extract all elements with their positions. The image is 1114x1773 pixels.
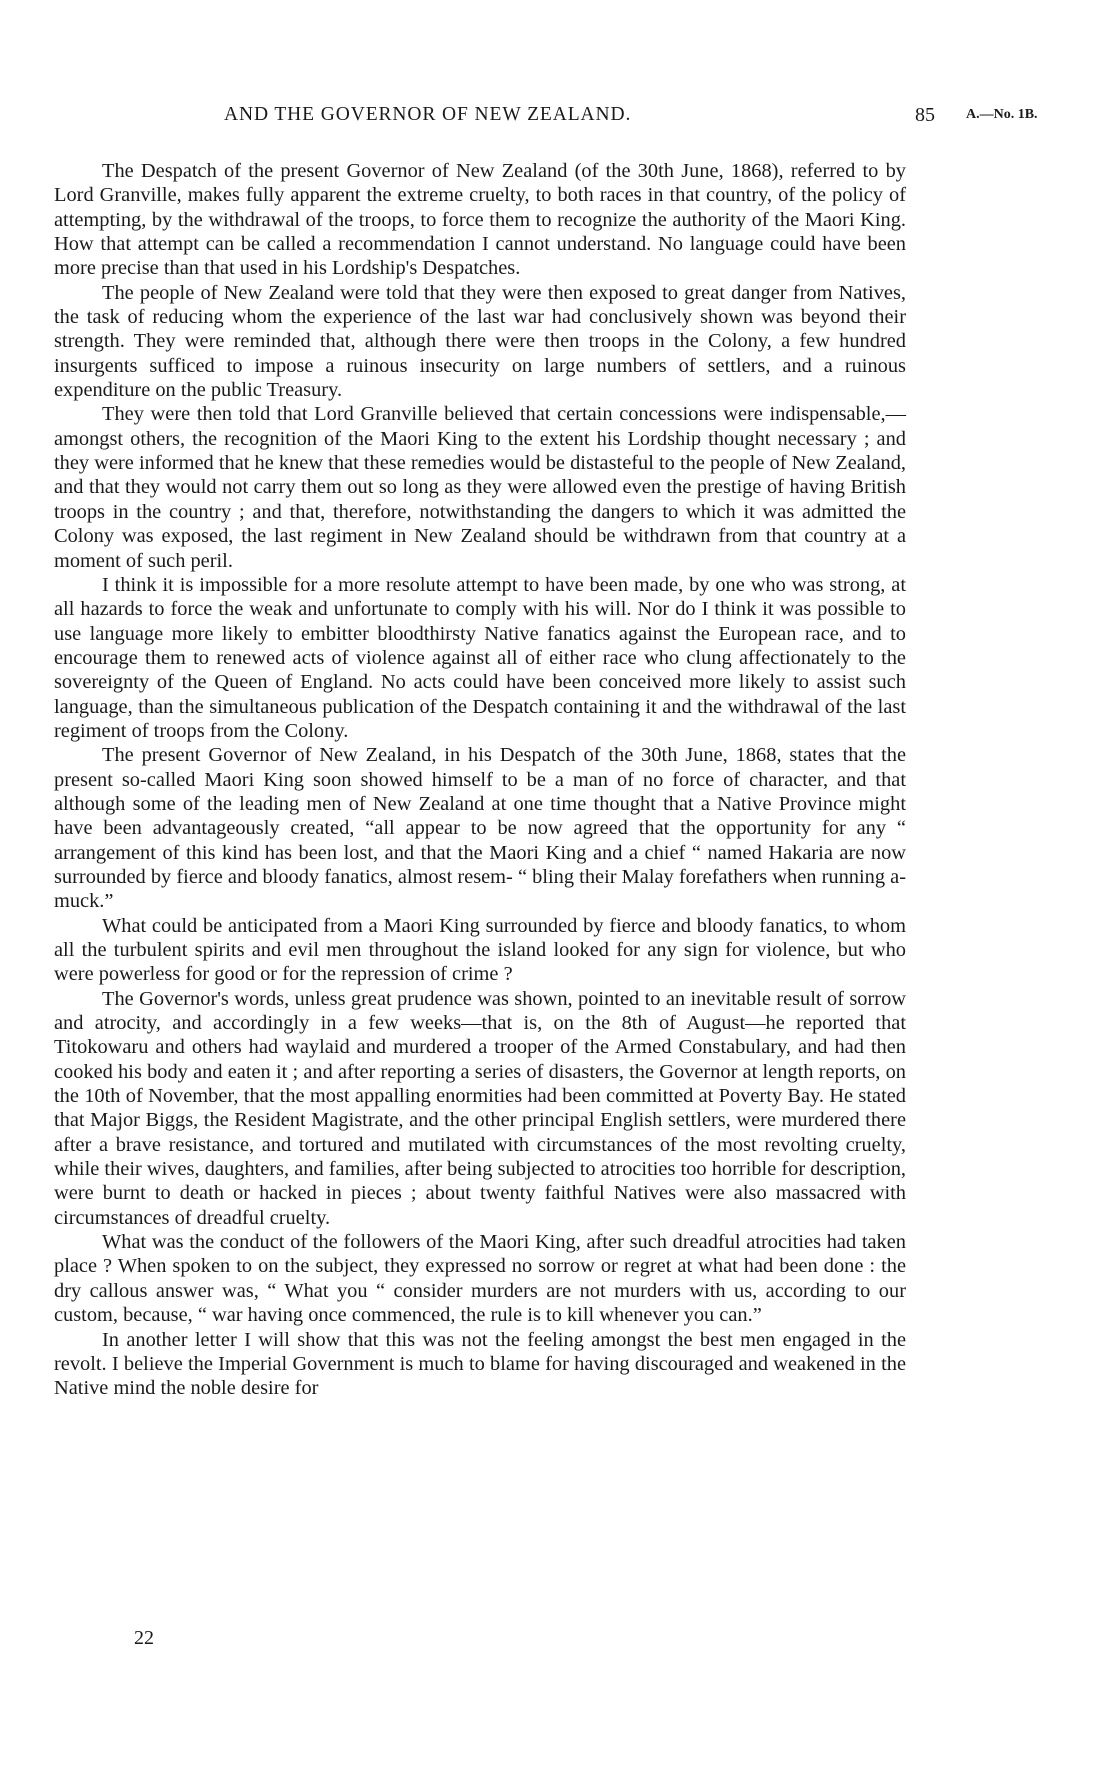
paragraph: What was the conduct of the followers of the Maori King, after such dreadful atrocities had taken place ? When spoken to on the subject, they expressed no sorrow or regret at what had been done : the dry callous answer was, “ What you “ consider murders are not murders with us, according to our custom, because, “ war having once commenced, the rule is to kill whenever you can.” — [54, 1231, 906, 1327]
signature-mark: 22 — [134, 1627, 154, 1649]
paragraph: The Governor's words, unless great prudence was shown, pointed to an inevitable result of sorrow and atrocity, and accordingly in a few weeks—that is, on the 8th of August—he reported that Titokowaru and others had waylaid and murdered a trooper of the Armed Constabulary, and had then cooked his body and eaten it ; and after reporting a series of disasters, the Governor at length reports, on the 10th of November, that the most appalling enormities had been committed at Poverty Bay. He stated that Major Biggs, the Resident Magistrate, and the other principal English settlers, were murdered there after a brave resistance, and tortured and mutilated with circumstances of the most revolting cruelty, while their wives, daughters, and families, after being subjected to atrocities too horrible for description, were burnt to death or hacked in pieces ; about twenty faithful Natives were also massacred with circumstances of dreadful cruelty. — [54, 987, 906, 1229]
paragraph: In another letter I will show that this was not the feeling amongst the best men engaged in the revolt. I believe the Imperial Government is much to blame for having discouraged and weakened in the Native mind the noble desire for — [54, 1328, 906, 1400]
page-header — [0, 104, 1114, 134]
body-text — [54, 159, 906, 1401]
page-number: 85 — [915, 104, 935, 126]
running-head: AND THE GOVERNOR OF NEW ZEALAND. — [224, 104, 632, 125]
paragraph: What could be anticipated from a Maori King surrounded by fierce and bloody fanatics, to whom all the turbulent spirits and evil men throughout the island looked for any sign for violence, but who were powerless for good or for the repression of crime ? — [54, 914, 906, 986]
paragraph: The people of New Zealand were told that they were then exposed to great danger from Natives, the task of reducing whom the experience of the last war had conclusively shown was beyond their strength. They were reminded that, although there were then troops in the Colony, a few hundred insurgents sufficed to impose a ruinous insecurity on large numbers of settlers, and a ruinous expenditure on the public Treasury. — [54, 281, 906, 402]
paragraph: The Despatch of the present Governor of New Zealand (of the 30th June, 1868), referred to by Lord Granville, makes fully apparent the extreme cruelty, to both races in that country, of the policy of attempting, by the withdrawal of the troops, to force them to recognize the authority of the Maori King. How that attempt can be called a recommendation I cannot understand. No language could have been more precise than that used in his Lordship's Despatches. — [54, 160, 906, 280]
paragraph: The present Governor of New Zealand, in his Despatch of the 30th June, 1868, states that the present so-called Maori King soon showed himself to be a man of no force of character, and that although some of the leading men of New Zealand at one time thought that a Native Province might have been advantageously created, “all appear to be now agreed that the opportunity for any “ arrangement of this kind has been lost, and that the Maori King and a chief “ named Hakaria are now surrounded by fierce and bloody fanatics, almost resem- “ bling their Malay forefathers when running a-muck.” — [54, 744, 906, 913]
paragraph: They were then told that Lord Granville believed that certain concessions were indispensable,—amongst others, the recognition of the Maori King to the extent his Lordship thought necessary ; and they were informed that he knew that these remedies would be distasteful to the people of New Zealand, and that they would not carry them out so long as they were allowed even the prestige of having British troops in the country ; and that, therefore, notwithstanding the dangers to which it was admitted the Colony was exposed, the last regiment in New Zealand should be withdrawn from that country at a moment of such peril. — [54, 403, 906, 572]
paragraph: I think it is impossible for a more resolute attempt to have been made, by one who was strong, at all hazards to force the weak and unfortunate to comply with his will. Nor do I think it was possible to use language more likely to embitter bloodthirsty Native fanatics against the European race, and to encourage them to renewed acts of violence against all of either race who clung affectionately to the sovereignty of the Queen of England. No acts could have been conceived more likely to assist such language, than the simultaneous publication of the Despatch containing it and the withdrawal of the last regiment of troops from the Colony. — [54, 573, 906, 742]
paper-number: A.—No. 1B. — [966, 107, 1038, 122]
